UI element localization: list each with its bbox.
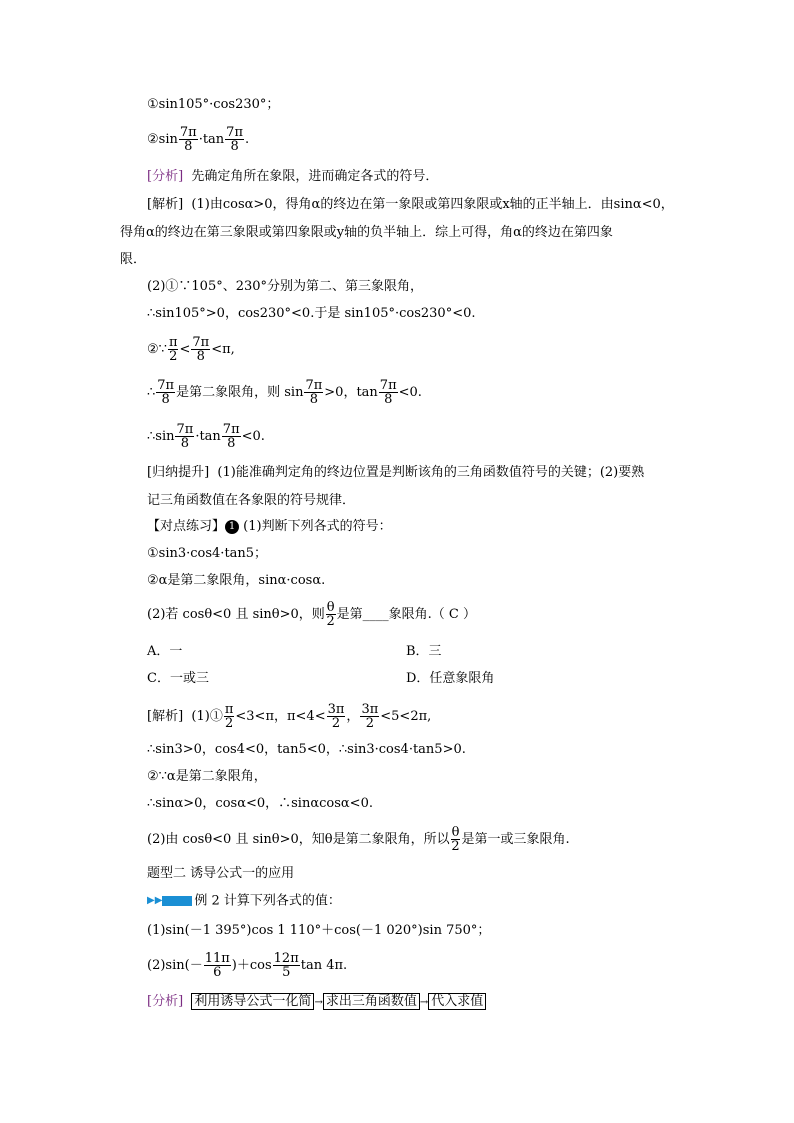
- text: ②sin: [147, 132, 178, 147]
- denominator: 8: [309, 392, 318, 407]
- option-a: [147, 643, 182, 661]
- text: (1)由cosα>0，得角α的终边在第一象限或第四象限或x轴的正半轴上．由sinα<0，: [191, 197, 674, 212]
- denominator: 2: [451, 839, 460, 854]
- text-line: [147, 96, 279, 114]
- text: >0，tan: [324, 385, 378, 400]
- denominator: 2: [365, 716, 374, 731]
- text-line: [147, 518, 392, 536]
- text: ∴sin3>0，cos4<0，tan5<0，∴sin3·cos4·tan5>0.: [147, 742, 466, 757]
- numerator: θ: [326, 600, 335, 615]
- arrow-right-icon: →: [419, 997, 429, 1008]
- text: 例 2 计算下列各式的值：: [194, 893, 341, 909]
- fraction: [222, 423, 241, 450]
- fraction: [168, 336, 179, 363]
- text: ∴sin: [147, 429, 175, 444]
- text-line: [147, 952, 347, 979]
- denominator: 6: [213, 965, 222, 980]
- text: (2)sin(－: [147, 958, 203, 973]
- text: <: [179, 342, 191, 357]
- numerator: 3π: [327, 702, 345, 717]
- text-line: [147, 768, 267, 786]
- denominator: 8: [180, 436, 190, 451]
- text: 是第二象限角，则 sin: [176, 385, 304, 400]
- text: (1)能准确判定角的终边位置是判断该角的三角函数值符号的关键；(2)要熟: [217, 465, 645, 480]
- section-heading: [147, 865, 294, 883]
- text: 是第一或三象限角.: [461, 832, 570, 847]
- text-line: [147, 826, 570, 853]
- fraction: [156, 379, 175, 406]
- text-line: [147, 545, 267, 563]
- text: (1)①: [191, 709, 223, 724]
- option-a-text: A．一: [147, 644, 183, 659]
- text: ②α是第二象限角，sinα·cosα.: [147, 573, 326, 588]
- numerator: 3π: [361, 702, 379, 717]
- numerator: 7π: [176, 422, 194, 437]
- numerator: 7π: [226, 125, 243, 140]
- text: ·tan: [198, 132, 225, 147]
- denominator: 8: [184, 139, 193, 154]
- text: ·tan: [195, 429, 221, 444]
- fraction: [224, 703, 235, 730]
- numerator: 7π: [305, 378, 323, 393]
- fraction: [304, 379, 323, 406]
- fraction: [191, 336, 210, 363]
- text: <0.: [398, 385, 422, 400]
- example-chip: [162, 896, 192, 906]
- option-b: [406, 643, 442, 661]
- text-line: [120, 224, 613, 242]
- fast-forward-icon: ▶▶: [147, 895, 163, 906]
- text: <π,: [211, 342, 235, 357]
- text-line: [147, 703, 431, 730]
- numerator: π: [168, 335, 178, 350]
- fraction: [379, 379, 398, 406]
- option-d-text: D．任意象限角: [406, 671, 495, 686]
- numerator: 7π: [157, 378, 175, 393]
- denominator: 2: [224, 716, 234, 731]
- text: ∴sin105°>0，cos230°<0.于是 sin105°·cos230°<0.: [147, 306, 476, 321]
- numerator: π: [224, 702, 234, 717]
- denominator: 8: [161, 392, 170, 407]
- solution-tag: [解析]: [147, 197, 184, 212]
- denominator: 8: [384, 392, 393, 407]
- text-line: [147, 126, 249, 153]
- denominator: 8: [196, 349, 205, 364]
- denominator: 2: [331, 716, 341, 731]
- text: 限．: [120, 252, 147, 267]
- denominator: 8: [227, 436, 236, 451]
- text: ②∵: [147, 342, 167, 357]
- text-line: [147, 278, 423, 296]
- circled-number-badge: 1: [225, 520, 239, 534]
- text-line: [147, 922, 490, 940]
- fraction: [273, 952, 300, 979]
- numerator: θ: [451, 825, 460, 840]
- numerator: 7π: [222, 422, 240, 437]
- analysis-tag: [分析]: [147, 994, 184, 1009]
- text-line: [147, 305, 476, 323]
- heading-text: 题型二 诱导公式一的应用: [147, 866, 295, 881]
- option-c: [147, 670, 209, 688]
- fraction: [327, 703, 346, 730]
- text: <0.: [241, 429, 265, 444]
- text-line: [147, 492, 355, 510]
- text-line: [120, 251, 146, 269]
- text-line: [147, 464, 644, 482]
- text: <3<π，π<4<: [235, 709, 326, 724]
- text: ①sin105°·cos230°；: [147, 97, 280, 112]
- text: ①sin3·cos4·tan5；: [147, 546, 268, 561]
- text: 是第____象限角.（ C ）: [336, 607, 476, 622]
- fraction: [175, 423, 194, 450]
- text: tan 4π.: [300, 958, 348, 973]
- option-c-text: C．一或三: [147, 671, 209, 686]
- denominator: 5: [282, 965, 291, 980]
- arrow-right-icon: →: [314, 997, 323, 1008]
- fraction: [179, 126, 198, 153]
- example-line: [147, 892, 341, 911]
- text: ②∵α是第二象限角，: [147, 769, 267, 784]
- text-line: [147, 336, 235, 363]
- text: (1)sin(－1 395°)cos 1 110°＋cos(－1 020°)sin 750°；: [147, 923, 491, 938]
- text: (2)由 cosθ<0 且 sinθ>0，知θ是第二象限角，所以: [147, 832, 450, 847]
- text: (2)若 cosθ<0 且 sinθ>0，则: [147, 607, 325, 622]
- flow-step-2: 求出三角函数值: [323, 993, 420, 1010]
- fraction: [326, 601, 336, 628]
- text: .: [245, 132, 250, 147]
- flow-step-1: 利用诱导公式一化简: [191, 993, 314, 1010]
- text-line: [147, 196, 674, 214]
- text: )＋cos: [231, 958, 272, 973]
- numerator: 7π: [179, 125, 197, 140]
- text-line: [147, 741, 466, 759]
- flow-step-3: 代入求值: [428, 993, 486, 1010]
- text: 得角α的终边在第三象限或第四象限或y轴的负半轴上．综上可得，角α的终边在第四象: [120, 225, 613, 240]
- denominator: 2: [326, 614, 335, 629]
- question-line: [147, 601, 476, 628]
- text-line: [147, 379, 422, 406]
- denominator: 8: [230, 139, 239, 154]
- text: ，: [346, 709, 360, 724]
- text: ∴: [147, 385, 156, 400]
- fraction: [360, 703, 379, 730]
- text: (1)判断下列各式的符号：: [243, 519, 392, 534]
- practice-tag: 【对点练习】: [147, 519, 226, 534]
- option-d: [406, 670, 494, 688]
- text: (2)①∵105°、230°分别为第二、第三象限角，: [147, 279, 424, 294]
- numerator: 11π: [204, 951, 230, 966]
- text: 先确定角所在象限，进而确定各式的符号．: [191, 169, 439, 184]
- fraction: [225, 126, 244, 153]
- fraction: [204, 952, 231, 979]
- analysis-flow: [147, 993, 486, 1012]
- text: 记三角函数值在各象限的符号规律．: [147, 493, 356, 508]
- denominator: 2: [169, 349, 178, 364]
- numerator: 7π: [192, 335, 210, 350]
- text-line: [147, 423, 265, 450]
- numerator: 12π: [273, 951, 299, 966]
- analysis-tag: [分析]: [147, 169, 184, 184]
- text-line: [147, 572, 325, 590]
- option-b-text: B．三: [406, 644, 442, 659]
- solution-tag: [解析]: [147, 709, 184, 724]
- summary-tag: [归纳提升]: [147, 465, 210, 480]
- text-line: [147, 795, 373, 813]
- text-line: [147, 168, 438, 186]
- fraction: [451, 826, 461, 853]
- text: <5<2π,: [380, 709, 432, 724]
- text: ∴sinα>0，cosα<0，∴sinαcosα<0.: [147, 796, 373, 811]
- numerator: 7π: [379, 378, 397, 393]
